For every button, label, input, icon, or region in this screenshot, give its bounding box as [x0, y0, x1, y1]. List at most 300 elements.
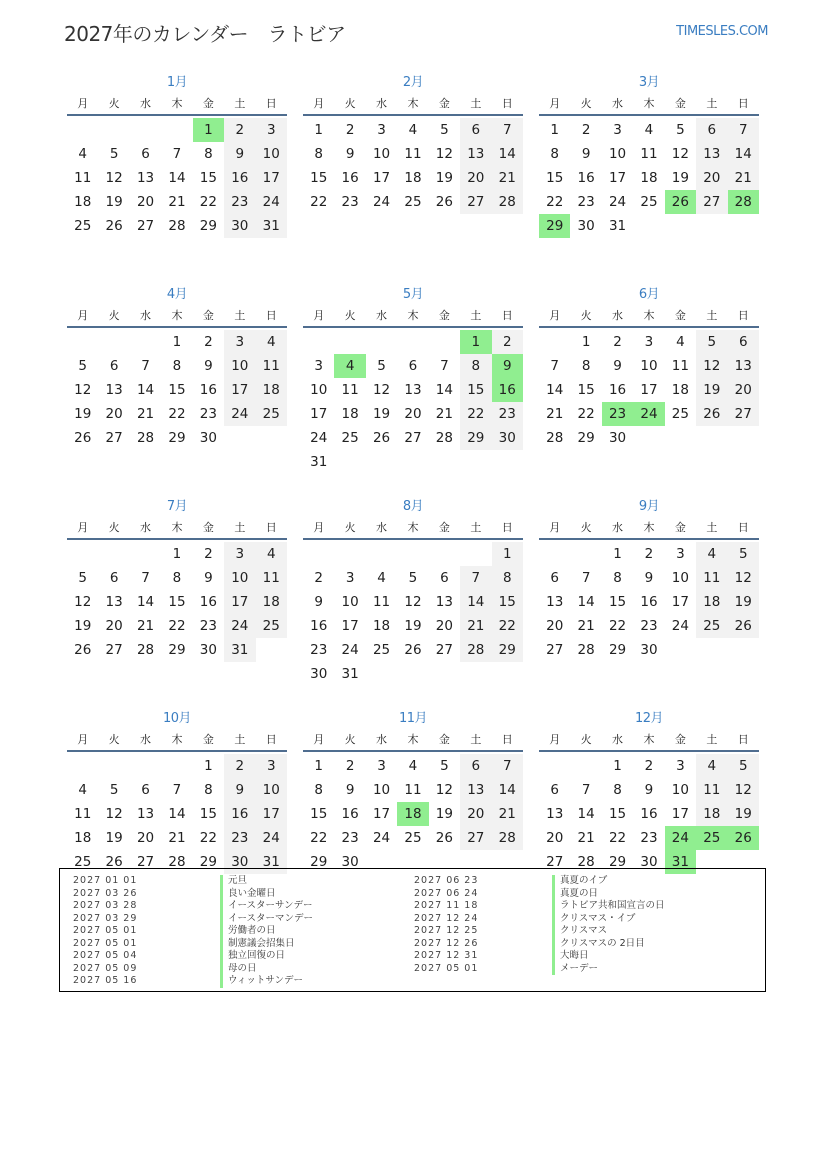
day-cell[interactable]: 1	[314, 758, 323, 774]
day-cell[interactable]: 13	[728, 354, 759, 378]
day-cell[interactable]: 30	[224, 850, 255, 874]
day-cell[interactable]: 7	[440, 358, 449, 374]
day-cell[interactable]: 26	[404, 642, 422, 658]
day-cell[interactable]: 31	[224, 638, 255, 662]
day-cell[interactable]: 15	[608, 806, 627, 822]
day-cell[interactable]: 15	[199, 806, 217, 822]
day-cell[interactable]: 16	[224, 802, 255, 826]
day-cell[interactable]: 16	[199, 594, 217, 610]
day-cell[interactable]: 28	[168, 218, 186, 234]
day-cell[interactable]: 12	[372, 382, 391, 398]
day-cell[interactable]: 14	[136, 382, 155, 398]
day-cell[interactable]: 27	[105, 642, 123, 658]
day-cell[interactable]: 22	[492, 614, 523, 638]
day-cell[interactable]: 2	[581, 122, 591, 138]
day-cell[interactable]: 26	[105, 854, 123, 870]
day-cell[interactable]: 19	[105, 830, 123, 846]
day-cell[interactable]: 3	[377, 122, 386, 138]
day-cell[interactable]: 2	[644, 546, 654, 562]
day-cell[interactable]: 31	[608, 218, 627, 234]
day-cell[interactable]: 9	[224, 142, 255, 166]
day-cell[interactable]: 11	[404, 146, 422, 162]
day-cell[interactable]: 28	[577, 642, 595, 658]
day-cell[interactable]: 2	[224, 754, 255, 778]
day-cell[interactable]: 29	[199, 218, 217, 234]
day-cell[interactable]: 9	[314, 594, 323, 610]
day-cell[interactable]: 3	[613, 122, 622, 138]
day-cell[interactable]: 29	[608, 642, 627, 658]
day-cell[interactable]: 20	[460, 166, 491, 190]
day-cell[interactable]: 25	[74, 854, 92, 870]
day-cell[interactable]: 19	[74, 618, 92, 634]
day-cell[interactable]: 21	[546, 406, 564, 422]
day-cell[interactable]: 27	[105, 430, 123, 446]
day-cell[interactable]: 12	[728, 778, 759, 802]
day-cell[interactable]: 25	[671, 406, 689, 422]
day-cell[interactable]: 27	[136, 854, 155, 870]
day-cell[interactable]: 16	[577, 170, 595, 186]
day-cell[interactable]: 16	[492, 378, 523, 402]
day-cell[interactable]: 6	[460, 118, 491, 142]
day-cell[interactable]: 1	[172, 546, 182, 562]
day-cell[interactable]: 21	[168, 830, 186, 846]
day-cell[interactable]: 14	[492, 778, 523, 802]
day-cell[interactable]: 18	[696, 590, 727, 614]
day-cell[interactable]: 21	[577, 618, 595, 634]
day-cell[interactable]: 29	[199, 854, 217, 870]
day-cell[interactable]: 4	[676, 334, 685, 350]
day-cell[interactable]: 8	[581, 358, 591, 374]
day-cell[interactable]: 29	[539, 214, 570, 238]
day-cell[interactable]: 24	[310, 430, 328, 446]
day-cell[interactable]: 20	[696, 166, 727, 190]
day-cell[interactable]: 22	[608, 618, 627, 634]
day-cell[interactable]: 29	[168, 430, 186, 446]
day-cell[interactable]: 28	[136, 642, 155, 658]
day-cell[interactable]: 3	[377, 758, 386, 774]
day-cell[interactable]: 3	[314, 358, 323, 374]
day-cell[interactable]: 19	[671, 170, 689, 186]
day-cell[interactable]: 27	[546, 854, 564, 870]
day-cell[interactable]: 29	[577, 430, 595, 446]
day-cell[interactable]: 5	[676, 122, 685, 138]
day-cell[interactable]: 9	[345, 146, 355, 162]
day-cell[interactable]: 2	[345, 758, 355, 774]
day-cell[interactable]: 11	[256, 566, 287, 590]
day-cell[interactable]: 25	[372, 642, 391, 658]
day-cell[interactable]: 22	[168, 406, 186, 422]
day-cell[interactable]: 23	[199, 618, 217, 634]
day-cell[interactable]: 15	[310, 806, 328, 822]
day-cell[interactable]: 21	[136, 618, 155, 634]
day-cell[interactable]: 3	[256, 754, 287, 778]
day-cell[interactable]: 12	[696, 354, 727, 378]
day-cell[interactable]: 18	[74, 194, 92, 210]
day-cell[interactable]: 20	[136, 830, 155, 846]
day-cell[interactable]: 23	[341, 830, 359, 846]
day-cell[interactable]: 13	[105, 382, 123, 398]
day-cell[interactable]: 23	[224, 826, 255, 850]
day-cell[interactable]: 5	[728, 754, 759, 778]
day-cell[interactable]: 15	[168, 382, 186, 398]
day-cell[interactable]: 24	[341, 642, 359, 658]
day-cell[interactable]: 1	[581, 334, 591, 350]
day-cell[interactable]: 17	[341, 618, 359, 634]
day-cell[interactable]: 12	[435, 782, 453, 798]
day-cell[interactable]: 28	[492, 190, 523, 214]
day-cell[interactable]: 12	[105, 806, 123, 822]
day-cell[interactable]: 5	[408, 570, 418, 586]
day-cell[interactable]: 17	[640, 382, 658, 398]
day-cell[interactable]: 16	[199, 382, 217, 398]
day-cell[interactable]: 23	[602, 402, 633, 426]
day-cell[interactable]: 8	[172, 358, 182, 374]
day-cell[interactable]: 5	[78, 570, 87, 586]
day-cell[interactable]: 19	[435, 170, 453, 186]
day-cell[interactable]: 9	[224, 778, 255, 802]
day-cell[interactable]: 20	[404, 406, 422, 422]
day-cell[interactable]: 7	[492, 754, 523, 778]
day-cell[interactable]: 3	[676, 546, 685, 562]
day-cell[interactable]: 6	[728, 330, 759, 354]
day-cell[interactable]: 22	[608, 830, 627, 846]
day-cell[interactable]: 6	[550, 782, 559, 798]
day-cell[interactable]: 19	[105, 194, 123, 210]
day-cell[interactable]: 24	[224, 402, 255, 426]
day-cell[interactable]: 17	[256, 166, 287, 190]
day-cell[interactable]: 21	[577, 830, 595, 846]
day-cell[interactable]: 20	[105, 406, 123, 422]
day-cell[interactable]: 3	[644, 334, 654, 350]
day-cell[interactable]: 15	[310, 170, 328, 186]
day-cell[interactable]: 3	[256, 118, 287, 142]
day-cell[interactable]: 4	[408, 122, 418, 138]
day-cell[interactable]: 15	[168, 594, 186, 610]
day-cell[interactable]: 30	[492, 426, 523, 450]
day-cell[interactable]: 4	[78, 782, 87, 798]
day-cell[interactable]: 22	[310, 194, 328, 210]
day-cell[interactable]: 20	[546, 830, 564, 846]
day-cell[interactable]: 25	[404, 830, 422, 846]
day-cell[interactable]: 18	[696, 802, 727, 826]
day-cell[interactable]: 29	[492, 638, 523, 662]
day-cell[interactable]: 27	[696, 190, 727, 214]
day-cell[interactable]: 25	[696, 614, 727, 638]
day-cell[interactable]: 18	[640, 170, 658, 186]
day-cell[interactable]: 15	[608, 594, 627, 610]
day-cell[interactable]: 19	[696, 378, 727, 402]
day-cell[interactable]: 29	[168, 642, 186, 658]
day-cell[interactable]: 28	[168, 854, 186, 870]
day-cell[interactable]: 16	[640, 594, 658, 610]
day-cell[interactable]: 27	[546, 642, 564, 658]
day-cell[interactable]: 14	[168, 170, 186, 186]
day-cell[interactable]: 5	[728, 542, 759, 566]
day-cell[interactable]: 30	[640, 854, 658, 870]
day-cell[interactable]: 27	[404, 430, 422, 446]
day-cell[interactable]: 8	[172, 570, 182, 586]
day-cell[interactable]: 27	[460, 826, 491, 850]
day-cell[interactable]: 18	[256, 378, 287, 402]
day-cell[interactable]: 1	[492, 542, 523, 566]
day-cell[interactable]: 4	[78, 146, 87, 162]
day-cell[interactable]: 20	[435, 618, 453, 634]
day-cell[interactable]: 16	[224, 166, 255, 190]
day-cell[interactable]: 7	[550, 358, 559, 374]
day-cell[interactable]: 9	[492, 354, 523, 378]
day-cell[interactable]: 4	[334, 354, 365, 378]
day-cell[interactable]: 13	[460, 142, 491, 166]
day-cell[interactable]: 6	[460, 754, 491, 778]
day-cell[interactable]: 10	[372, 782, 391, 798]
day-cell[interactable]: 14	[460, 590, 491, 614]
day-cell[interactable]: 12	[404, 594, 422, 610]
day-cell[interactable]: 3	[224, 330, 255, 354]
day-cell[interactable]: 8	[613, 782, 622, 798]
day-cell[interactable]: 8	[204, 782, 213, 798]
day-cell[interactable]: 9	[644, 782, 654, 798]
day-cell[interactable]: 11	[696, 778, 727, 802]
day-cell[interactable]: 23	[577, 194, 595, 210]
day-cell[interactable]: 13	[546, 806, 564, 822]
day-cell[interactable]: 12	[728, 566, 759, 590]
day-cell[interactable]: 11	[74, 170, 92, 186]
day-cell[interactable]: 11	[74, 806, 92, 822]
day-cell[interactable]: 24	[665, 826, 696, 850]
day-cell[interactable]: 26	[696, 402, 727, 426]
day-cell[interactable]: 12	[435, 146, 453, 162]
day-cell[interactable]: 12	[74, 382, 92, 398]
day-cell[interactable]: 9	[345, 782, 355, 798]
day-cell[interactable]: 23	[310, 642, 328, 658]
day-cell[interactable]: 18	[397, 802, 428, 826]
day-cell[interactable]: 19	[728, 802, 759, 826]
day-cell[interactable]: 30	[577, 218, 595, 234]
day-cell[interactable]: 10	[224, 566, 255, 590]
day-cell[interactable]: 20	[105, 618, 123, 634]
day-cell[interactable]: 2	[492, 330, 523, 354]
day-cell[interactable]: 4	[256, 330, 287, 354]
day-cell[interactable]: 17	[310, 406, 328, 422]
day-cell[interactable]: 11	[696, 566, 727, 590]
day-cell[interactable]: 5	[109, 782, 119, 798]
day-cell[interactable]: 8	[314, 146, 323, 162]
day-cell[interactable]: 12	[671, 146, 689, 162]
day-cell[interactable]: 26	[728, 614, 759, 638]
day-cell[interactable]: 19	[404, 618, 422, 634]
day-cell[interactable]: 2	[204, 546, 213, 562]
day-cell[interactable]: 30	[199, 430, 217, 446]
day-cell[interactable]: 30	[341, 854, 359, 870]
day-cell[interactable]: 10	[256, 142, 287, 166]
day-cell[interactable]: 30	[640, 642, 658, 658]
day-cell[interactable]: 29	[310, 854, 328, 870]
day-cell[interactable]: 8	[613, 570, 622, 586]
brand-logo[interactable]: TIMESLES.COM	[676, 24, 768, 39]
day-cell[interactable]: 25	[256, 614, 287, 638]
day-cell[interactable]: 21	[492, 802, 523, 826]
day-cell[interactable]: 7	[460, 566, 491, 590]
day-cell[interactable]: 14	[728, 142, 759, 166]
day-cell[interactable]: 25	[74, 218, 92, 234]
day-cell[interactable]: 26	[74, 430, 92, 446]
day-cell[interactable]: 15	[546, 170, 564, 186]
day-cell[interactable]: 11	[671, 358, 689, 374]
day-cell[interactable]: 7	[141, 358, 150, 374]
day-cell[interactable]: 4	[256, 542, 287, 566]
day-cell[interactable]: 15	[199, 170, 217, 186]
day-cell[interactable]: 28	[435, 430, 453, 446]
day-cell[interactable]: 22	[199, 194, 217, 210]
day-cell[interactable]: 8	[492, 566, 523, 590]
day-cell[interactable]: 16	[341, 170, 359, 186]
day-cell[interactable]: 4	[644, 122, 654, 138]
day-cell[interactable]: 14	[577, 806, 595, 822]
day-cell[interactable]: 6	[109, 358, 119, 374]
day-cell[interactable]: 27	[460, 190, 491, 214]
day-cell[interactable]: 12	[74, 594, 92, 610]
day-cell[interactable]: 22	[310, 830, 328, 846]
day-cell[interactable]: 3	[676, 758, 685, 774]
day-cell[interactable]: 23	[640, 830, 658, 846]
day-cell[interactable]: 6	[550, 570, 559, 586]
day-cell[interactable]: 17	[224, 590, 255, 614]
day-cell[interactable]: 13	[460, 778, 491, 802]
day-cell[interactable]: 28	[577, 854, 595, 870]
day-cell[interactable]: 10	[224, 354, 255, 378]
day-cell[interactable]: 7	[141, 570, 150, 586]
day-cell[interactable]: 6	[696, 118, 727, 142]
day-cell[interactable]: 4	[377, 570, 386, 586]
day-cell[interactable]: 5	[440, 758, 449, 774]
day-cell[interactable]: 26	[435, 830, 453, 846]
day-cell[interactable]: 5	[78, 358, 87, 374]
day-cell[interactable]: 24	[633, 402, 664, 426]
day-cell[interactable]: 31	[310, 454, 328, 470]
day-cell[interactable]: 12	[105, 170, 123, 186]
day-cell[interactable]: 14	[168, 806, 186, 822]
day-cell[interactable]: 13	[696, 142, 727, 166]
day-cell[interactable]: 10	[608, 146, 627, 162]
day-cell[interactable]: 14	[492, 142, 523, 166]
day-cell[interactable]: 1	[613, 758, 622, 774]
day-cell[interactable]: 17	[671, 594, 689, 610]
day-cell[interactable]: 9	[581, 146, 591, 162]
day-cell[interactable]: 10	[372, 146, 391, 162]
day-cell[interactable]: 30	[310, 666, 328, 682]
day-cell[interactable]: 16	[341, 806, 359, 822]
day-cell[interactable]: 2	[314, 570, 323, 586]
day-cell[interactable]: 6	[440, 570, 449, 586]
day-cell[interactable]: 19	[435, 806, 453, 822]
day-cell[interactable]: 31	[341, 666, 359, 682]
day-cell[interactable]: 8	[314, 782, 323, 798]
day-cell[interactable]: 20	[728, 378, 759, 402]
day-cell[interactable]: 6	[109, 570, 119, 586]
day-cell[interactable]: 6	[141, 782, 150, 798]
day-cell[interactable]: 7	[581, 782, 591, 798]
day-cell[interactable]: 20	[460, 802, 491, 826]
day-cell[interactable]: 18	[404, 170, 422, 186]
day-cell[interactable]: 6	[408, 358, 418, 374]
day-cell[interactable]: 22	[460, 402, 491, 426]
day-cell[interactable]: 9	[204, 570, 213, 586]
day-cell[interactable]: 11	[640, 146, 658, 162]
day-cell[interactable]: 24	[671, 618, 689, 634]
day-cell[interactable]: 27	[136, 218, 155, 234]
day-cell[interactable]: 24	[256, 190, 287, 214]
day-cell[interactable]: 11	[341, 382, 359, 398]
day-cell[interactable]: 24	[224, 614, 255, 638]
day-cell[interactable]: 11	[404, 782, 422, 798]
day-cell[interactable]: 1	[193, 118, 224, 142]
day-cell[interactable]: 23	[640, 618, 658, 634]
day-cell[interactable]: 27	[728, 402, 759, 426]
day-cell[interactable]: 1	[314, 122, 323, 138]
day-cell[interactable]: 8	[460, 354, 491, 378]
day-cell[interactable]: 5	[696, 330, 727, 354]
day-cell[interactable]: 15	[492, 590, 523, 614]
day-cell[interactable]: 10	[310, 382, 328, 398]
day-cell[interactable]: 15	[460, 378, 491, 402]
day-cell[interactable]: 13	[546, 594, 564, 610]
day-cell[interactable]: 29	[608, 854, 627, 870]
day-cell[interactable]: 13	[404, 382, 422, 398]
day-cell[interactable]: 17	[372, 806, 391, 822]
day-cell[interactable]: 16	[608, 382, 627, 398]
day-cell[interactable]: 28	[460, 638, 491, 662]
day-cell[interactable]: 28	[492, 826, 523, 850]
day-cell[interactable]: 10	[341, 594, 359, 610]
day-cell[interactable]: 17	[671, 806, 689, 822]
day-cell[interactable]: 3	[224, 542, 255, 566]
day-cell[interactable]: 4	[696, 542, 727, 566]
day-cell[interactable]: 14	[136, 594, 155, 610]
day-cell[interactable]: 22	[199, 830, 217, 846]
day-cell[interactable]: 8	[550, 146, 559, 162]
day-cell[interactable]: 2	[644, 758, 654, 774]
day-cell[interactable]: 1	[613, 546, 622, 562]
day-cell[interactable]: 13	[435, 594, 453, 610]
day-cell[interactable]: 1	[204, 758, 213, 774]
day-cell[interactable]: 23	[199, 406, 217, 422]
day-cell[interactable]: 10	[671, 782, 689, 798]
day-cell[interactable]: 2	[613, 334, 622, 350]
day-cell[interactable]: 9	[644, 570, 654, 586]
day-cell[interactable]: 29	[460, 426, 491, 450]
day-cell[interactable]: 7	[492, 118, 523, 142]
day-cell[interactable]: 3	[345, 570, 355, 586]
day-cell[interactable]: 30	[199, 642, 217, 658]
day-cell[interactable]: 21	[460, 614, 491, 638]
day-cell[interactable]: 19	[372, 406, 391, 422]
day-cell[interactable]: 31	[256, 850, 287, 874]
day-cell[interactable]: 2	[204, 334, 213, 350]
day-cell[interactable]: 24	[372, 830, 391, 846]
day-cell[interactable]: 25	[696, 826, 727, 850]
day-cell[interactable]: 24	[256, 826, 287, 850]
day-cell[interactable]: 25	[256, 402, 287, 426]
day-cell[interactable]: 5	[377, 358, 386, 374]
day-cell[interactable]: 2	[345, 122, 355, 138]
day-cell[interactable]: 5	[109, 146, 119, 162]
day-cell[interactable]: 22	[577, 406, 595, 422]
day-cell[interactable]: 11	[256, 354, 287, 378]
day-cell[interactable]: 13	[105, 594, 123, 610]
day-cell[interactable]: 21	[168, 194, 186, 210]
day-cell[interactable]: 16	[640, 806, 658, 822]
day-cell[interactable]: 26	[372, 430, 391, 446]
